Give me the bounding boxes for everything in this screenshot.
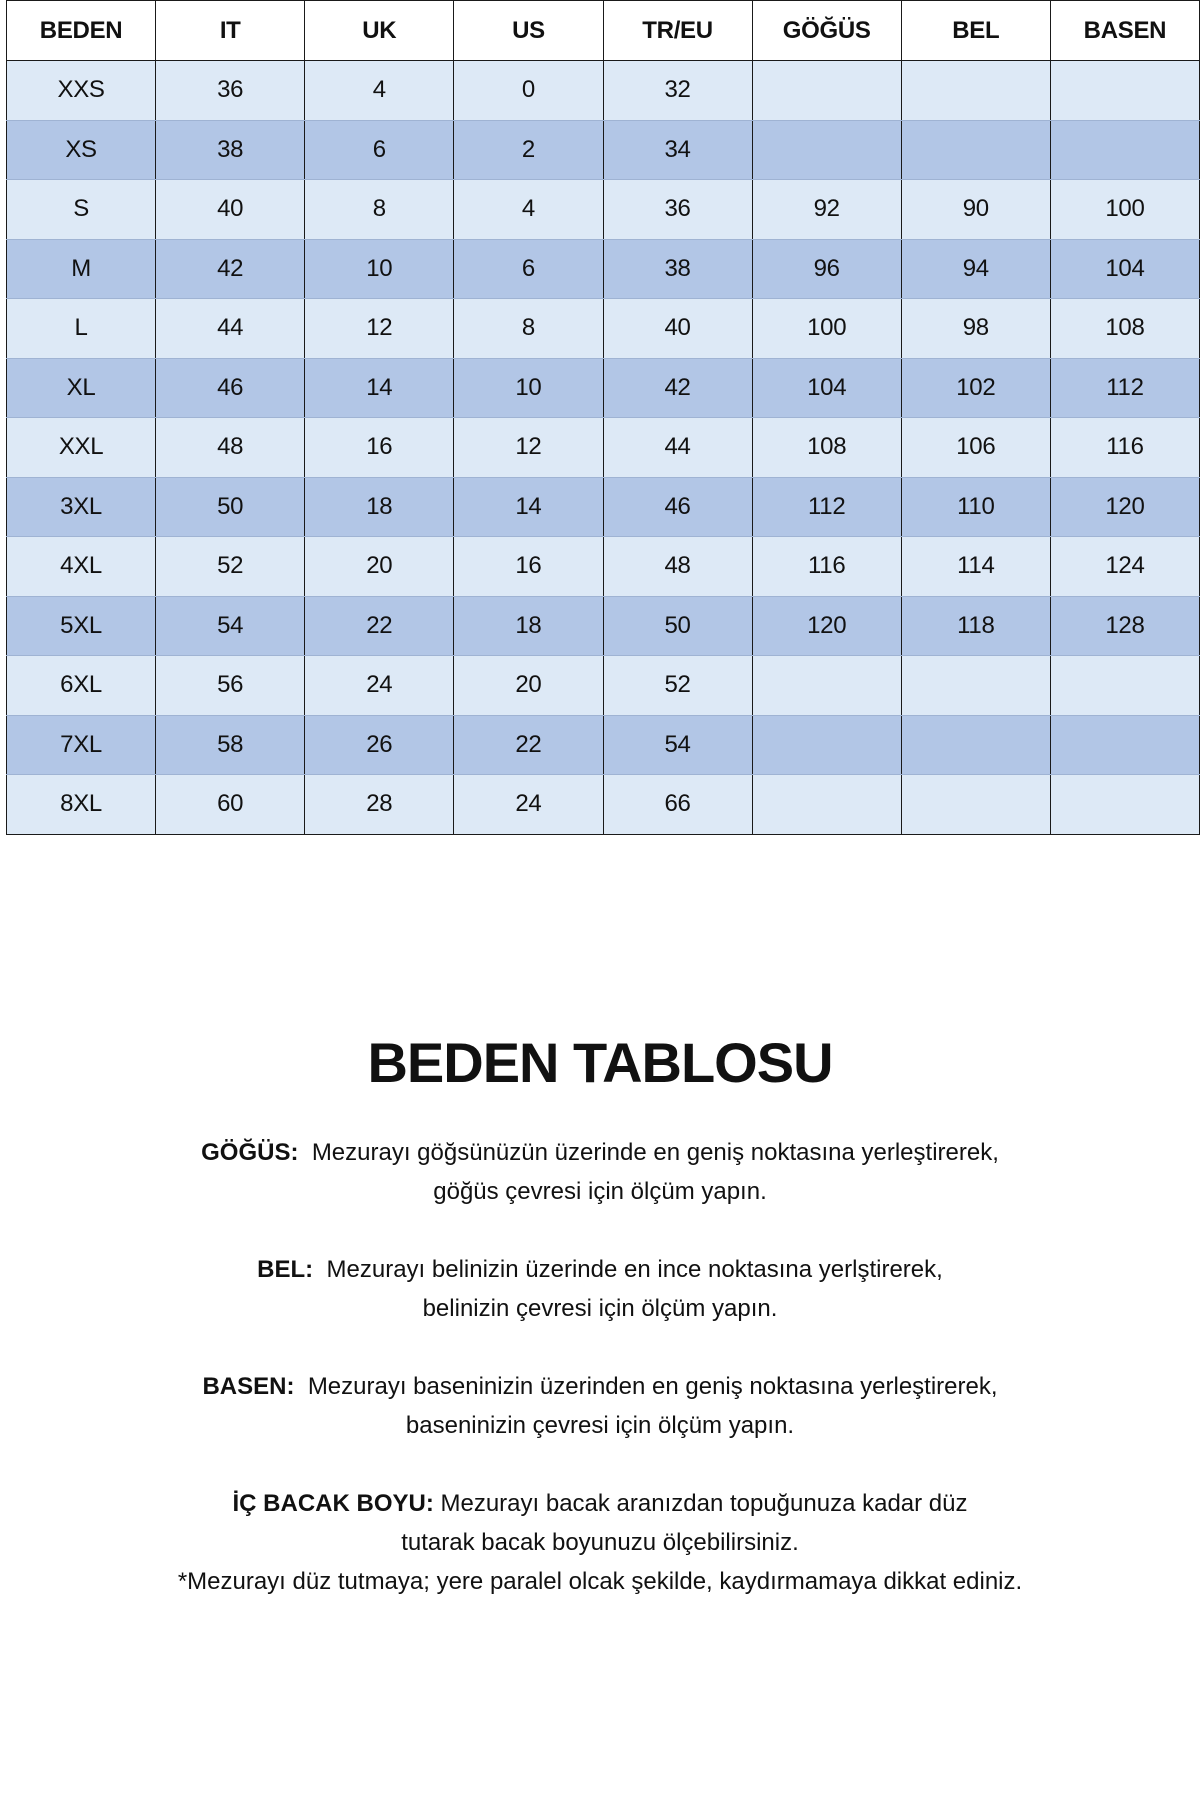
- guide-line: [0, 1484, 1200, 1523]
- header-row: [7, 1, 1200, 61]
- table-cell: 42: [156, 239, 305, 299]
- guide-text-line2: baseninizin çevresi için ölçüm yapın.: [405, 1412, 795, 1439]
- guide-text: Mezurayı belinizin üzerinde en ince noktasına yerlştirerek,: [326, 1256, 943, 1283]
- column-header: US: [454, 1, 603, 61]
- table-cell: 24: [454, 775, 603, 835]
- size-label-cell: XL: [7, 358, 156, 418]
- size-label-cell: S: [7, 180, 156, 240]
- table-body: [7, 61, 1200, 835]
- column-header: UK: [305, 1, 454, 61]
- table-cell: 36: [156, 61, 305, 121]
- table-cell: 94: [901, 239, 1050, 299]
- table-cell: 110: [901, 477, 1050, 537]
- table-cell: 48: [603, 537, 752, 597]
- table-cell: [1050, 715, 1199, 775]
- table-cell: [752, 715, 901, 775]
- table-cell: 14: [305, 358, 454, 418]
- table-cell: 18: [454, 596, 603, 656]
- table-cell: 46: [603, 477, 752, 537]
- size-label-cell: 5XL: [7, 596, 156, 656]
- table-cell: 56: [156, 656, 305, 716]
- column-header: BEL: [901, 1, 1050, 61]
- table-cell: 28: [305, 775, 454, 835]
- column-header: TR/EU: [603, 1, 752, 61]
- table-cell: [901, 715, 1050, 775]
- table-row: [7, 358, 1200, 418]
- size-label-cell: 6XL: [7, 656, 156, 716]
- table-row: [7, 120, 1200, 180]
- table-cell: 8: [454, 299, 603, 359]
- table-cell: 10: [454, 358, 603, 418]
- table-cell: 34: [603, 120, 752, 180]
- table-cell: 18: [305, 477, 454, 537]
- table-cell: 114: [901, 537, 1050, 597]
- table-row: [7, 418, 1200, 478]
- table-cell: 108: [1050, 299, 1199, 359]
- guide-text: Mezurayı bacak aranızdan topuğunuza kadar düz: [440, 1490, 968, 1517]
- table-cell: 104: [1050, 239, 1199, 299]
- table-cell: 32: [603, 61, 752, 121]
- table-cell: 124: [1050, 537, 1199, 597]
- table-cell: [901, 120, 1050, 180]
- column-header: BEDEN: [7, 1, 156, 61]
- guide-text-line2: belinizin çevresi için ölçüm yapın.: [422, 1295, 778, 1322]
- guide-text-line2: tutarak bacak boyunuzu ölçebilirsiniz.: [401, 1529, 799, 1556]
- size-label-cell: XXS: [7, 61, 156, 121]
- guide-text: Mezurayı baseninizin üzerinden en geniş noktasına yerleştirerek,: [307, 1373, 998, 1400]
- table-cell: [901, 61, 1050, 121]
- table-cell: 66: [603, 775, 752, 835]
- table-row: [7, 656, 1200, 716]
- guide-item-chest: [0, 1133, 1200, 1211]
- size-label-cell: 4XL: [7, 537, 156, 597]
- column-header: GÖĞÜS: [752, 1, 901, 61]
- table-cell: 102: [901, 358, 1050, 418]
- table-cell: 38: [603, 239, 752, 299]
- size-label-cell: M: [7, 239, 156, 299]
- table-cell: 26: [305, 715, 454, 775]
- guide-title: BEDEN TABLOSU: [367, 1031, 833, 1094]
- table-cell: 44: [603, 418, 752, 478]
- table-cell: 2: [454, 120, 603, 180]
- table-cell: 4: [305, 61, 454, 121]
- size-label-cell: XS: [7, 120, 156, 180]
- table-cell: [1050, 61, 1199, 121]
- table-cell: 104: [752, 358, 901, 418]
- table-cell: [901, 775, 1050, 835]
- table-cell: 50: [603, 596, 752, 656]
- table-cell: 22: [454, 715, 603, 775]
- table-cell: 42: [603, 358, 752, 418]
- table-cell: 16: [454, 537, 603, 597]
- table-cell: 90: [901, 180, 1050, 240]
- table-cell: 52: [603, 656, 752, 716]
- table-cell: 20: [305, 537, 454, 597]
- guide-line: [0, 1250, 1200, 1289]
- table-cell: [752, 61, 901, 121]
- table-row: [7, 537, 1200, 597]
- table-cell: 20: [454, 656, 603, 716]
- column-header: BASEN: [1050, 1, 1199, 61]
- size-label-cell: 3XL: [7, 477, 156, 537]
- size-label-cell: 7XL: [7, 715, 156, 775]
- table-cell: 60: [156, 775, 305, 835]
- table-cell: 116: [1050, 418, 1199, 478]
- table-cell: 48: [156, 418, 305, 478]
- table-cell: 6: [305, 120, 454, 180]
- table-cell: 120: [1050, 477, 1199, 537]
- table-row: [7, 775, 1200, 835]
- table-cell: 100: [752, 299, 901, 359]
- table-cell: 128: [1050, 596, 1199, 656]
- table-row: [7, 239, 1200, 299]
- table-cell: 108: [752, 418, 901, 478]
- table-cell: 54: [156, 596, 305, 656]
- size-chart-table: [6, 0, 1200, 835]
- size-table-container: [6, 0, 1200, 835]
- guide-label: BASEN:: [202, 1373, 295, 1400]
- table-cell: 24: [305, 656, 454, 716]
- table-cell: [1050, 775, 1199, 835]
- table-cell: 0: [454, 61, 603, 121]
- table-cell: 46: [156, 358, 305, 418]
- table-cell: 92: [752, 180, 901, 240]
- table-cell: 10: [305, 239, 454, 299]
- table-cell: 44: [156, 299, 305, 359]
- table-cell: 12: [305, 299, 454, 359]
- table-row: [7, 715, 1200, 775]
- table-cell: 106: [901, 418, 1050, 478]
- table-cell: [1050, 120, 1199, 180]
- table-cell: [752, 656, 901, 716]
- table-cell: 120: [752, 596, 901, 656]
- table-header: [7, 1, 1200, 61]
- guide-note: *Mezurayı düz tutmaya; yere paralel olcak şekilde, kaydırmamaya dikkat ediniz.: [177, 1568, 1023, 1595]
- guide-item-hip: [0, 1367, 1200, 1445]
- table-cell: 14: [454, 477, 603, 537]
- guide-text-line2: göğüs çevresi için ölçüm yapın.: [433, 1178, 767, 1205]
- table-cell: 112: [752, 477, 901, 537]
- table-row: [7, 61, 1200, 121]
- measurement-guide: [0, 1030, 1200, 1601]
- table-cell: 52: [156, 537, 305, 597]
- table-cell: 58: [156, 715, 305, 775]
- table-cell: 8: [305, 180, 454, 240]
- table-cell: 16: [305, 418, 454, 478]
- table-cell: 12: [454, 418, 603, 478]
- size-label-cell: L: [7, 299, 156, 359]
- guide-label: İÇ BACAK BOYU:: [232, 1490, 434, 1517]
- table-cell: 50: [156, 477, 305, 537]
- table-cell: [901, 656, 1050, 716]
- guide-text: Mezurayı göğsünüzün üzerinde en geniş noktasına yerleştirerek,: [311, 1139, 999, 1166]
- guide-item-waist: [0, 1250, 1200, 1328]
- table-cell: 36: [603, 180, 752, 240]
- table-cell: 116: [752, 537, 901, 597]
- table-row: [7, 477, 1200, 537]
- table-cell: 40: [156, 180, 305, 240]
- table-cell: 4: [454, 180, 603, 240]
- table-row: [7, 180, 1200, 240]
- guide-label: GÖĞÜS:: [201, 1139, 299, 1166]
- guide-line: [0, 1367, 1200, 1406]
- table-cell: [752, 775, 901, 835]
- table-cell: 112: [1050, 358, 1199, 418]
- table-cell: 22: [305, 596, 454, 656]
- guide-item-inseam: [0, 1484, 1200, 1562]
- table-row: [7, 299, 1200, 359]
- table-cell: 98: [901, 299, 1050, 359]
- guide-label: BEL:: [257, 1256, 314, 1283]
- size-label-cell: XXL: [7, 418, 156, 478]
- guide-line: [0, 1133, 1200, 1172]
- table-cell: 40: [603, 299, 752, 359]
- table-cell: 100: [1050, 180, 1199, 240]
- table-cell: [752, 120, 901, 180]
- size-label-cell: 8XL: [7, 775, 156, 835]
- table-cell: 118: [901, 596, 1050, 656]
- table-cell: [1050, 656, 1199, 716]
- table-cell: 6: [454, 239, 603, 299]
- table-cell: 38: [156, 120, 305, 180]
- table-cell: 54: [603, 715, 752, 775]
- column-header: IT: [156, 1, 305, 61]
- table-row: [7, 596, 1200, 656]
- table-cell: 96: [752, 239, 901, 299]
